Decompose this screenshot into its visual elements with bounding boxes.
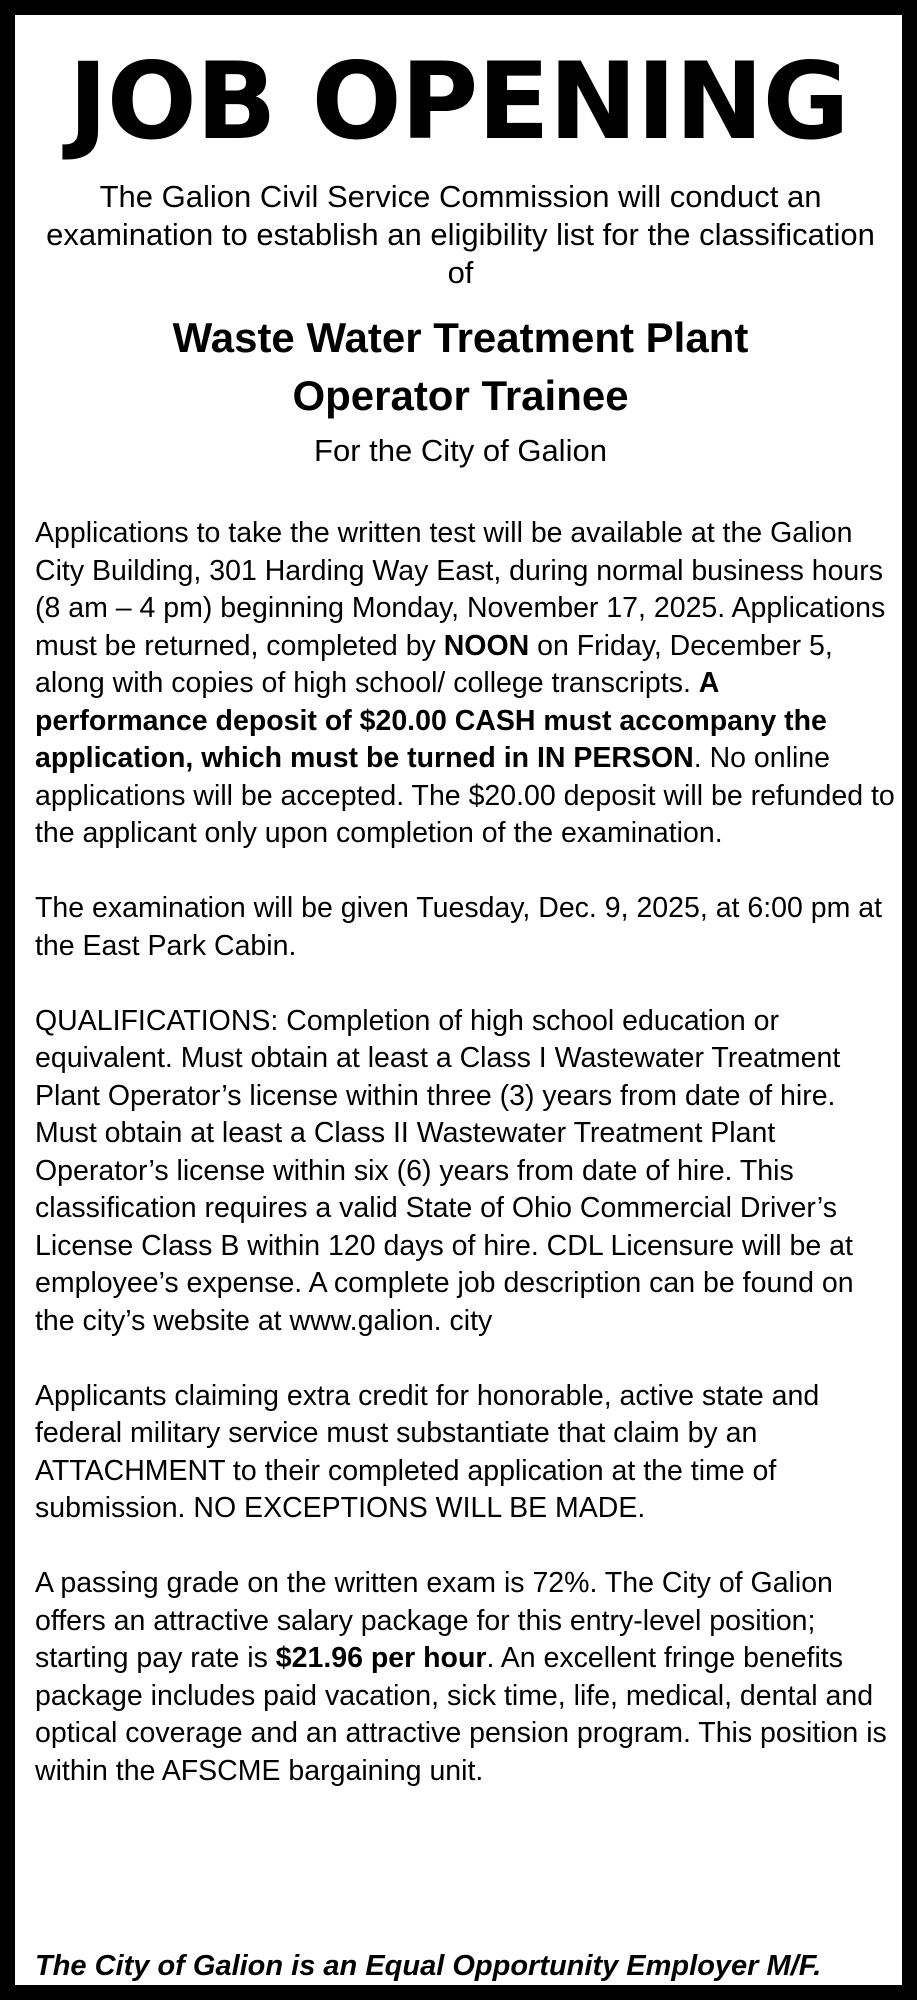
salary-part1: A passing grade on the written exam is 72%. The City of Galion offers an attractive salary package for this entry-level position; starting pay rate is [35,1567,833,1674]
salary-part2: . An excellent fringe benefits package includes paid vacation, sick time, life, medical, dental and optical coverage and an attractive pension program. This position is within the AFSCME bargaining unit. [35,1642,887,1787]
ad-panel [13,13,904,1987]
headline: JOB OPENING [68,40,849,163]
equal-opportunity-statement: The City of Galion is an Equal Opportunity Employer M/F. [35,1950,822,1982]
deposit-notice: A performance deposit of $20.00 CASH must accompany the application, which must be turned in IN PERSON [35,667,827,774]
body-text [35,515,895,1828]
applications-part3: . No online applications will be accepted. The $20.00 deposit will be refunded to the applicant only upon completion of the examination. [35,742,895,849]
applications-paragraph [35,515,895,853]
exam-paragraph: The examination will be given Tuesday, Dec. 9, 2025, at 6:00 pm at the East Park Cabin. [35,892,883,962]
pay-rate: $21.96 per hour [275,1642,487,1674]
position-title-line2: Operator Trainee [292,372,629,419]
applications-part1: Applications to take the written test will be available at the Galion City Building, 301 Harding Way East, during normal business hours (8 am – 4 pm) beginning Monday, November 17, 2025. Applications must be returned, completed by [35,517,886,662]
salary-paragraph [35,1565,895,1790]
noon-deadline: NOON [443,629,530,662]
qualifications-paragraph: QUALIFICATIONS: Completion of high school education or equivalent. Must obtain at least a Class I Wastewater Treatment Plant Operator’s license within three (3) years from date of hire. Must obtain at least a Class II Wastewater Treatment Plant Operator’s license within six (6) years from date of hire. This classification requires a valid State of Ohio Commercial Driver’s License Class B within 120 days of hire. CDL Licensure will be at employee’s expense. A complete job description can be found on the city’s website at www.galion. city [35,1004,854,1337]
applications-part2: on Friday, December 5, along with copies of high school/ college transcripts. [35,629,833,699]
city-line: For the City of Galion [314,433,607,468]
military-paragraph: Applicants claiming extra credit for honorable, active state and federal military service must substantiate that claim by an ATTACHMENT to their completed application at the time of submission. NO EXCEPTIONS WILL BE MADE. [35,1379,820,1524]
intro-text: The Galion Civil Service Commission will conduct an examination to establish an eligibility list for the classification of [46,179,875,290]
position-title-line1: Waste Water Treatment Plant [172,314,749,361]
position-title [35,309,886,425]
